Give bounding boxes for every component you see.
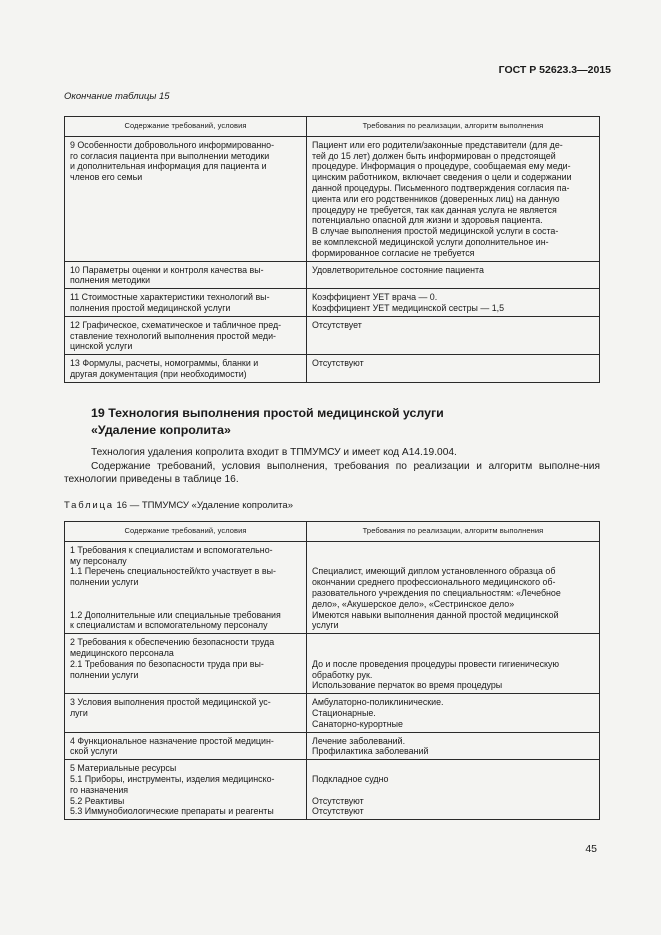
table16-caption-prefix: Таблица <box>64 500 114 511</box>
cell-line: 12 Графическое, схематическое и табличное пред- <box>70 319 282 330</box>
requirement-cell <box>65 289 307 317</box>
cell-line: го согласия пациента при выполнении методики <box>70 150 270 161</box>
cell-line: тей до 15 лет) должен быть информирован о предстоящей <box>312 150 556 161</box>
table-header-row <box>65 522 600 542</box>
table-row <box>65 261 600 289</box>
cell-line: 4 Функциональное назначение простой медицин- <box>70 735 274 746</box>
cell-line: Отсутствуют <box>312 806 364 817</box>
cell-line <box>70 588 301 599</box>
table16-caption <box>64 500 293 511</box>
cell-line: полнении услуги <box>70 669 139 680</box>
table-row <box>65 760 600 820</box>
cell-line: 5.2 Реактивы <box>70 795 125 806</box>
table-row <box>65 136 600 261</box>
requirement-cell <box>65 316 307 354</box>
table-row <box>65 541 600 633</box>
table-header-row <box>65 117 600 137</box>
implementation-cell <box>307 316 600 354</box>
cell-line: ставление технологий выполнения простой меди- <box>70 330 276 341</box>
cell-line: 1 Требования к специалистам и вспомогательно- <box>70 544 273 555</box>
column-header: Содержание требований, условия <box>65 117 307 137</box>
cell-line: процедуру не требуется, так как данная услуга не является <box>312 204 557 215</box>
requirement-cell <box>65 541 307 633</box>
paragraph: Содержание требований, условия выполнения, требования по реализации и алгоритм выполне-ния технологии приведены в таблице 16. <box>64 461 600 485</box>
implementation-cell <box>307 355 600 383</box>
table15-caption: Окончание таблицы 15 <box>64 91 170 102</box>
cell-line: 2 Требования к обеспечению безопасности труда <box>70 637 275 648</box>
column-header: Содержание требований, условия <box>65 522 307 542</box>
requirement-cell <box>65 760 307 820</box>
cell-line: Коэффициент УЕТ медицинской сестры — 1,5 <box>312 302 505 313</box>
cell-line: Отсутствуют <box>312 795 364 806</box>
cell-line: и дополнительная информация для пациента и <box>70 161 267 172</box>
cell-line: му персоналу <box>70 555 127 566</box>
table-row <box>65 355 600 383</box>
cell-line: ве комплексной медицинской услуги дополнительное ин- <box>312 236 549 247</box>
cell-line: полнения простой медицинской услуги <box>70 302 231 313</box>
section-title-line: 19 Технология выполнения простой медицинской услуги <box>91 406 444 420</box>
cell-line: 5.1 Приборы, инструменты, изделия медицинско- <box>70 773 275 784</box>
cell-line: До и после проведения процедуры провести гигиеническую <box>312 658 560 669</box>
cell-line: окончании среднего профессионального медицинского об- <box>312 577 556 588</box>
requirement-cell <box>65 261 307 289</box>
cell-line: 1.1 Перечень специальностей/кто участвует в вы- <box>70 566 276 577</box>
cell-line <box>312 545 594 556</box>
cell-line: данной процедуры. Письменного подтверждения согласия па- <box>312 182 570 193</box>
requirement-cell <box>65 694 307 732</box>
cell-line: членов его семьи <box>70 172 143 183</box>
table-15 <box>64 116 600 383</box>
implementation-cell <box>307 760 600 820</box>
column-header: Требования по реализации, алгоритм выполнения <box>307 522 600 542</box>
cell-line: услуги <box>312 620 339 631</box>
requirement-cell <box>65 732 307 760</box>
cell-line: Пациент или его родители/законные представители (для де- <box>312 139 563 150</box>
cell-line <box>312 785 594 796</box>
cell-line: разовательного учреждения по специальностям: «Лечебное <box>312 587 561 598</box>
cell-line: формированное согласие не требуется <box>312 247 475 258</box>
cell-line: 10 Параметры оценки и контроля качества вы- <box>70 264 264 275</box>
cell-line: ской услуги <box>70 746 118 757</box>
cell-line: Лечение заболеваний. <box>312 735 406 746</box>
cell-line: потенциально опасной для жизни и здоровья пациента. <box>312 215 543 226</box>
cell-line: 3 Условия выполнения простой медицинской ус- <box>70 697 271 708</box>
page-number: 45 <box>585 843 597 855</box>
implementation-cell <box>307 136 600 261</box>
table-row <box>65 694 600 732</box>
cell-line: цинской услуги <box>70 341 133 352</box>
cell-line <box>312 556 594 567</box>
cell-line <box>312 648 594 659</box>
cell-line: циента или его родственников (доверенных лиц) на данную <box>312 193 560 204</box>
cell-line: 9 Особенности добровольного информированно- <box>70 139 275 150</box>
cell-line: Использование перчаток во время процедуры <box>312 680 503 691</box>
cell-line: Имеются навыки выполнения данной простой медицинской <box>312 609 559 620</box>
cell-line: 5.3 Иммунобиологические препараты и реагенты <box>70 806 274 817</box>
cell-line: В случае выполнения простой медицинской услуги в соста- <box>312 226 559 237</box>
implementation-cell <box>307 541 600 633</box>
cell-line: к специалистам и вспомогательному персоналу <box>70 620 268 631</box>
cell-line: Отсутствуют <box>312 358 364 369</box>
table-row <box>65 316 600 354</box>
table-row <box>65 289 600 317</box>
cell-line: дело», «Акушерское дело», «Сестринское дело» <box>312 598 515 609</box>
implementation-cell <box>307 261 600 289</box>
cell-line: го назначения <box>70 784 129 795</box>
cell-line: Профилактика заболеваний <box>312 746 429 757</box>
cell-line: медицинского персонала <box>70 647 174 658</box>
cell-line: полнении услуги <box>70 577 139 588</box>
cell-line: обработку рук. <box>312 669 373 680</box>
cell-line <box>70 599 301 610</box>
cell-line: другая документация (при необходимости) <box>70 368 247 379</box>
cell-line: Удовлетворительное состояние пациента <box>312 264 484 275</box>
cell-line <box>312 763 594 774</box>
cell-line: процедуре. Информация о процедуре, сообщаемая ему меди- <box>312 161 571 172</box>
cell-line: 13 Формулы, расчеты, номограммы, бланки и <box>70 358 259 369</box>
cell-line: 1.2 Дополнительные или специальные требования <box>70 609 281 620</box>
table-16 <box>64 521 600 820</box>
section-title-line: «Удаление копролита» <box>91 423 231 437</box>
cell-line: луги <box>70 707 88 718</box>
requirement-cell <box>65 634 307 694</box>
table15-body <box>65 136 600 382</box>
implementation-cell <box>307 634 600 694</box>
column-header: Требования по реализации, алгоритм выполнения <box>307 117 600 137</box>
requirement-cell <box>65 136 307 261</box>
cell-line: Отсутствует <box>312 319 362 330</box>
requirement-cell <box>65 355 307 383</box>
table-row <box>65 732 600 760</box>
cell-line: Коэффициент УЕТ врача — 0. <box>312 292 438 303</box>
cell-line: 11 Стоимостные характеристики технологий вы- <box>70 292 270 303</box>
paragraph: Технология удаления копролита входит в ТПМУМСУ и имеет код А14.19.004. <box>91 447 457 458</box>
standard-code: ГОСТ Р 52623.3—2015 <box>498 64 611 76</box>
cell-line: Стационарные. <box>312 707 376 718</box>
cell-line: цинским работником, включает сведения о цели и содержании <box>312 172 572 183</box>
table-row <box>65 634 600 694</box>
cell-line: 5 Материальные ресурсы <box>70 763 177 774</box>
cell-line: Амбулаторно-поликлинические. <box>312 697 444 708</box>
section-title <box>91 405 444 439</box>
cell-line: Специалист, имеющий диплом установленного образца об <box>312 566 556 577</box>
cell-line: Санаторно-курортные <box>312 718 403 729</box>
implementation-cell <box>307 694 600 732</box>
implementation-cell <box>307 289 600 317</box>
table16-body <box>65 541 600 819</box>
cell-line: Подкладное судно <box>312 773 389 784</box>
cell-line <box>312 637 594 648</box>
implementation-cell <box>307 732 600 760</box>
cell-line: 2.1 Требования по безопасности труда при вы- <box>70 658 264 669</box>
table16-caption-text: 16 — ТПМУМСУ «Удаление копролита» <box>116 500 293 511</box>
cell-line: полнения методики <box>70 275 151 286</box>
